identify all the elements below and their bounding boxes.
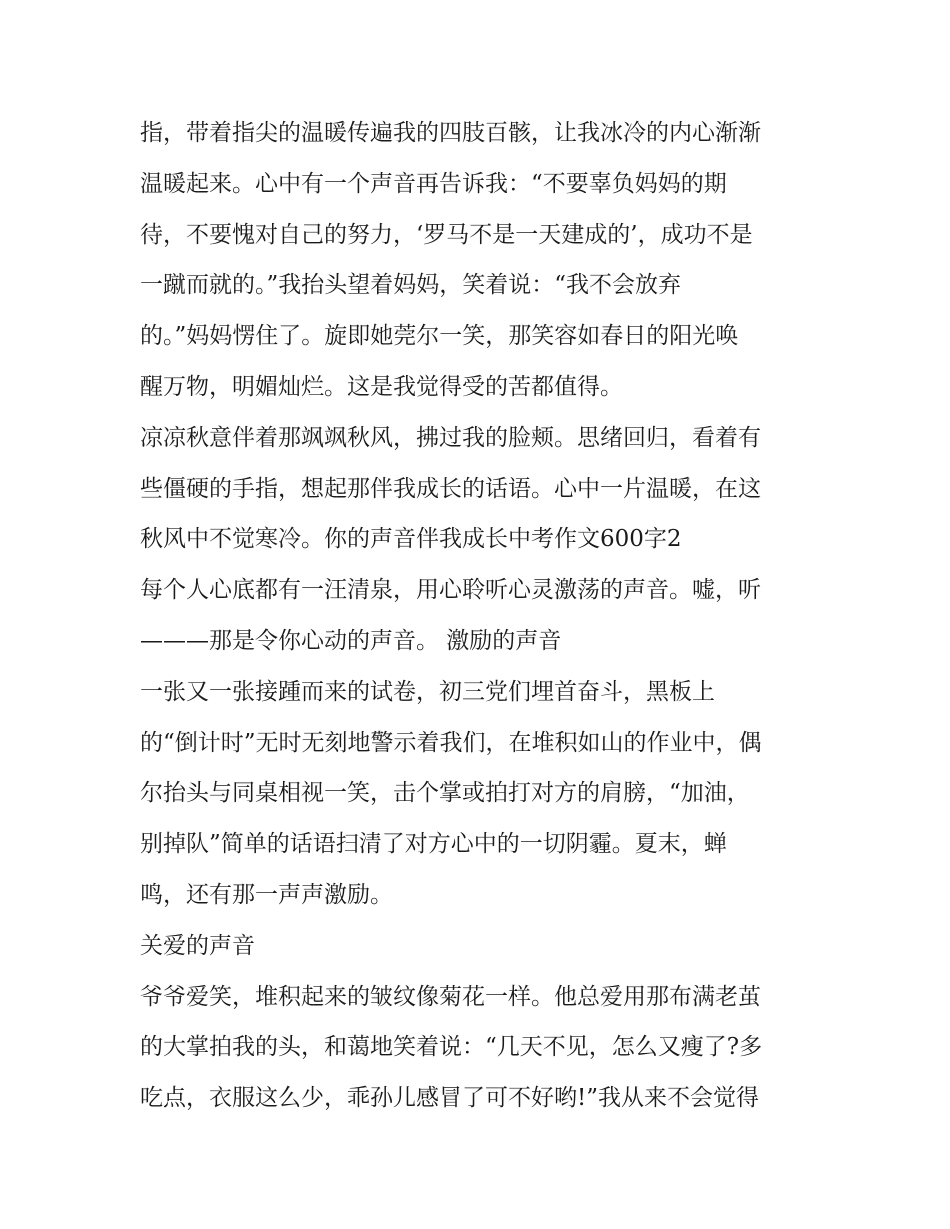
- text-line: 的“倒计时”无时无刻地警示着我们，在堆积如山的作业中，偶: [140, 729, 762, 756]
- document-body: [140, 108, 840, 1124]
- section-heading: 关爱的声音: [140, 932, 255, 959]
- text-line: 吃点，衣服这么少，乖孙儿感冒了可不好哟!”我从来不会觉得: [140, 1085, 760, 1112]
- text-line: 的。”妈妈愣住了。旋即她莞尔一笑，那笑容如春日的阳光唤: [140, 323, 739, 350]
- text-line: 别掉队”简单的话语扫清了对方心中的一切阴霾。夏末，蝉: [140, 831, 727, 858]
- text-line: 爷爷爱笑，堆积起来的皱纹像菊花一样。他总爱用那布满老茧: [140, 983, 761, 1010]
- text-line: 鸣，还有那一声声激励。: [140, 881, 393, 908]
- text-line: 温暖起来。心中有一个声音再告诉我：“不要辜负妈妈的期: [140, 170, 727, 197]
- text-line: 一蹴而就的。”我抬头望着妈妈，笑着说：“我不会放弃: [140, 272, 682, 299]
- text-line: 尔抬头与同桌相视一笑，击个掌或拍打对方的肩膀，“加油，: [140, 780, 750, 807]
- text-line: ———那是令你心动的声音。 激励的声音: [140, 627, 562, 654]
- text-line: 的大掌拍我的头，和蔼地笑着说：“几天不见，怎么又瘦了?多: [140, 1034, 763, 1061]
- text-line: 待，不要愧对自己的努力，‘罗马不是一天建成的’，成功不是: [140, 221, 753, 248]
- text-line: 醒万物，明媚灿烂。这是我觉得受的苦都值得。: [140, 373, 623, 400]
- text-line: 一张又一张接踵而来的试卷，初三党们埋首奋斗，黑板上: [140, 678, 715, 705]
- text-line: 凉凉秋意伴着那飒飒秋风，拂过我的脸颊。思绪回归，看着有: [140, 424, 761, 451]
- text-line: 些僵硬的手指，想起那伴我成长的话语。心中一片温暖，在这: [140, 475, 761, 502]
- text-line: 每个人心底都有一汪清泉，用心聆听心灵激荡的声音。嘘，听: [140, 577, 761, 604]
- text-line: 指，带着指尖的温暖传遍我的四肢百骸，让我冰冷的内心渐渐: [140, 120, 761, 146]
- text-line: 秋风中不觉寒冷。你的声音伴我成长中考作文600字2: [140, 526, 682, 553]
